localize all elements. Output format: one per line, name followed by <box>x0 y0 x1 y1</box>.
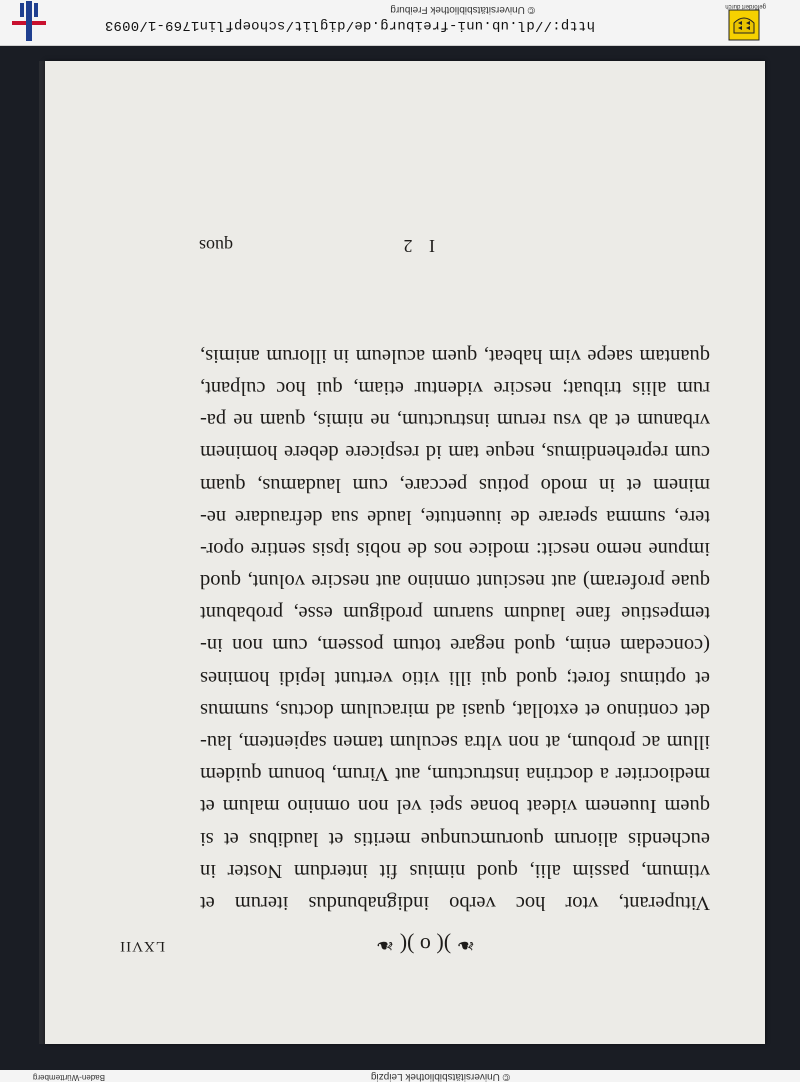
page-number: LXVII <box>119 938 165 954</box>
text-line: minem et in modo potius peccare, cum laudamus, quam <box>200 473 710 496</box>
library-banner <box>0 0 800 46</box>
page-footer <box>45 226 765 256</box>
text-line: Vituperant, vtor hoc verbo indignabundus iterum et <box>200 892 710 914</box>
text-line: vrbanum et ab vsu rerum instructum, ne nimis, quam ne pa- <box>200 409 710 432</box>
freiburg-credit: © Universitätsbibliothek Freiburg <box>390 4 535 15</box>
document-url[interactable]: http://dl.ub.uni-freiburg.de/diglit/schoepflin1769-1/0093 <box>104 17 595 33</box>
region-label: Baden-Württemberg <box>32 1073 105 1082</box>
signature-mark: I 2 <box>397 236 435 256</box>
text-line: quae proferam) aut nesciunt omnino aut nescire volunt, quod <box>200 570 710 593</box>
coat-of-arms-icon <box>728 9 760 41</box>
text-line: euchendis aliorum quorumcunque meritis et laudibus et si <box>200 827 710 850</box>
text-line: (concedam enim, quod negare totum possem, cum non in- <box>200 634 710 657</box>
page-header <box>45 924 765 958</box>
text-line: mediocriter a doctrina instructum, aut Virum, bonum quidem <box>200 763 710 786</box>
text-line: cum reprehendimus, neque tam id respicere debere hominem <box>200 441 710 464</box>
book-page <box>45 61 765 1044</box>
text-line: illum ac probum, at non vltra seculum tamen sapientem, lau- <box>200 731 710 754</box>
text-line: det continuo et extollat, quasi ad miraculum doctus, summus <box>200 698 710 721</box>
lower-banner <box>0 1070 800 1082</box>
text-line: impune nemo nescit: modice nos de nobis ipsis sentire opor- <box>200 537 710 560</box>
text-line: tere, summa sperare de iuuentute, laude sua defraudare ne- <box>200 505 710 528</box>
ornament: ❧ )( o )( ❧ <box>375 933 475 958</box>
catchword: quos <box>198 236 233 256</box>
text-line: rum aliis tribuat; nescire videntur etiam, qui hoc culpant, <box>200 377 710 399</box>
text-line: et optimus foret; quod qui illi vitio vertunt lepidi homines <box>200 666 710 689</box>
viewer-logo-icon <box>8 0 48 43</box>
sponsor-label: gefördert durch <box>725 3 766 9</box>
text-line: tempestiue fane laudum suarum prodigum esse, probabunt <box>200 602 710 625</box>
text-line: quem Iuuenem videat bonae spei vel non omnino malum et <box>200 795 710 818</box>
text-line: quantam saepe vim habeat, quem aculeum in illorum animis, <box>200 344 710 367</box>
leipzig-credit: © Universitätsbibliothek Leipzig <box>370 1071 510 1082</box>
text-line: vtimum, passim alii, quod nimius fit interdum Noster in <box>200 859 710 882</box>
text-block <box>200 340 710 919</box>
